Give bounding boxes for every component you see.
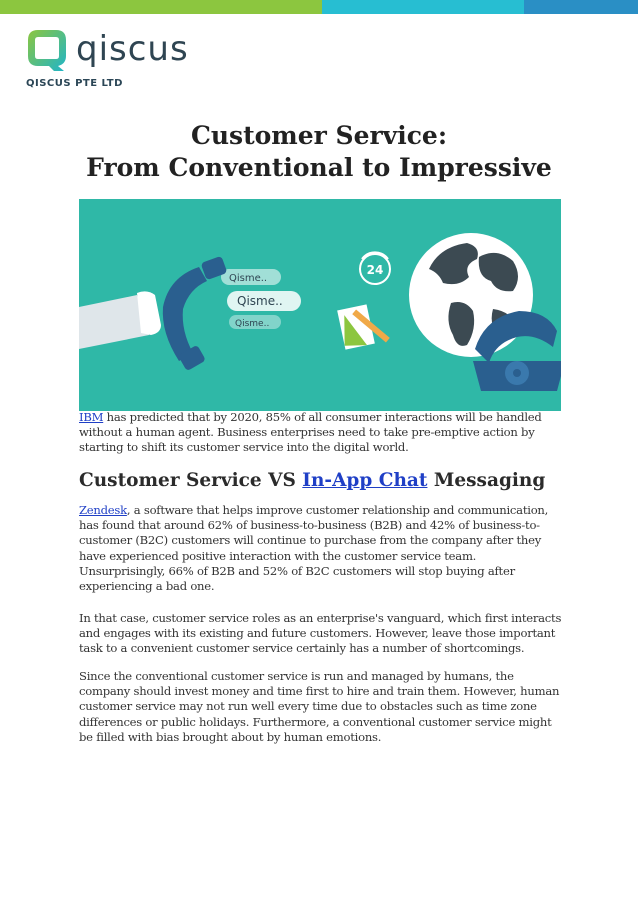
company-name: QISCUS PTE LTD — [26, 78, 123, 89]
paragraph-1 — [79, 503, 564, 594]
bubble-text-2: Qisme.. — [237, 294, 283, 308]
color-bar-green — [0, 0, 322, 14]
paragraph-3: Since the conventional customer service is run and managed by humans, the company should invest money and time first to hire and train them. However, human customer service may not run well every time due to obstacles such as time zone differences or public holidays. Furthermore, a conventional customer service might be filled with bias brought about by human emotions. — [79, 669, 560, 744]
globe-icon — [409, 233, 533, 357]
title-line-1: Customer Service: — [190, 121, 448, 150]
paragraph-1-text: , a software that helps improve customer relationship and communication, has found that around 62% of business-to-business (B2B) and 42% of business-to-customer (B2C) customers will continue to purchase from the company after they have experienced positive interaction with the customer service team. Unsurprisingly, 66% of B2B and 52% of B2C customers will stop buying after experiencing a bad one. — [79, 503, 549, 594]
intro-text: has predicted that by 2020, 85% of all consumer interactions will be handled without a human agent. Business enterprises need to take pre-emptive action by starting to shift its customer service into the digital world. — [79, 410, 542, 455]
title-line-2: From Conventional to Impressive — [86, 153, 552, 182]
paragraph-2: In that case, customer service roles as an enterprise's vanguard, which first interacts and engages with its existing and future customers. However, leave those important task to a convenient customer service certainly has a number of shortcomings. — [79, 611, 562, 656]
hero-illustration — [79, 199, 561, 411]
intro-paragraph — [79, 410, 564, 456]
heading-text-before: Customer Service VS — [79, 470, 303, 491]
ibm-link[interactable]: IBM — [79, 410, 104, 424]
qiscus-logo-icon — [24, 26, 70, 72]
bubble-text-1: Qisme.. — [229, 273, 268, 284]
heading-text-after: Messaging — [427, 470, 546, 491]
top-color-bar — [0, 0, 638, 14]
zendesk-link[interactable]: Zendesk — [79, 503, 127, 517]
color-bar-blue — [524, 0, 638, 14]
qiscus-logo — [24, 26, 189, 89]
clock-label: 24 — [366, 263, 384, 277]
logo-wordmark: qiscus — [76, 29, 189, 69]
page-title — [40, 120, 598, 184]
color-bar-cyan — [322, 0, 524, 14]
section-heading — [79, 469, 599, 493]
in-app-chat-link[interactable]: In-App Chat — [302, 470, 428, 491]
bubble-text-3: Qisme.. — [235, 319, 270, 329]
